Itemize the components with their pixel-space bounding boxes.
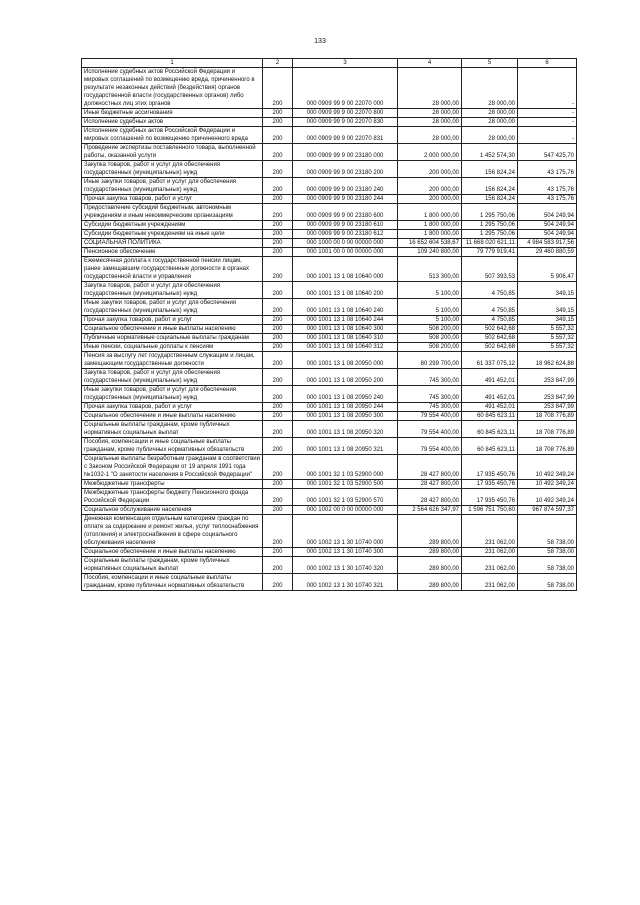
table-row bbox=[82, 506, 577, 515]
row-name: Ежемесячная доплата к государственной пенсии лицам, ранее замещавшим государственные должности в органах государственной власти и управления bbox=[82, 257, 263, 282]
row-line-code: 200 bbox=[263, 161, 293, 178]
row-line-code: 200 bbox=[263, 352, 293, 369]
row-executed-amount: 156 824,24 bbox=[462, 195, 518, 204]
row-name: Социальное обеспечение и иные выплаты населению bbox=[82, 325, 263, 334]
row-line-code: 200 bbox=[263, 386, 293, 403]
column-header: 3 bbox=[293, 59, 398, 68]
row-line-code: 200 bbox=[263, 343, 293, 352]
row-line-code: 200 bbox=[263, 438, 293, 455]
row-line-code: 200 bbox=[263, 412, 293, 421]
row-executed-amount: 4 750,85 bbox=[462, 299, 518, 316]
row-name: Пенсионное обеспечение bbox=[82, 248, 263, 257]
row-name: Иные пенсии, социальные доплаты к пенсиям bbox=[82, 343, 263, 352]
row-line-code: 200 bbox=[263, 421, 293, 438]
row-approved-amount: 28 000,00 bbox=[398, 118, 462, 127]
row-line-code: 200 bbox=[263, 557, 293, 574]
row-unexecuted-amount: 253 847,99 bbox=[518, 386, 577, 403]
row-approved-amount: 79 554 400,00 bbox=[398, 412, 462, 421]
row-unexecuted-amount: 58 738,00 bbox=[518, 574, 577, 591]
table-row bbox=[82, 316, 577, 325]
row-budget-code: 000 1001 13 1 08 10640 000 bbox=[293, 257, 398, 282]
row-executed-amount: 491 452,01 bbox=[462, 386, 518, 403]
row-budget-code: 000 1001 13 1 08 10640 240 bbox=[293, 299, 398, 316]
row-unexecuted-amount: 29 460 880,59 bbox=[518, 248, 577, 257]
row-executed-amount: 491 452,01 bbox=[462, 403, 518, 412]
row-executed-amount: 11 668 020 621,11 bbox=[462, 239, 518, 248]
row-executed-amount: 231 062,00 bbox=[462, 557, 518, 574]
table-row bbox=[82, 369, 577, 386]
row-name: Субсидии бюджетным учреждениям bbox=[82, 221, 263, 230]
row-budget-code: 000 1001 13 1 08 10640 300 bbox=[293, 325, 398, 334]
row-name: Пособия, компенсации и иные социальные выплаты гражданам, кроме публичных нормативных обязательств bbox=[82, 438, 263, 455]
row-executed-amount: 231 062,00 bbox=[462, 574, 518, 591]
row-line-code: 200 bbox=[263, 109, 293, 118]
row-executed-amount: 1 295 750,06 bbox=[462, 204, 518, 221]
row-name: Социальные выплаты гражданам, кроме публичных нормативных социальных выплат bbox=[82, 557, 263, 574]
table-row bbox=[82, 68, 577, 109]
row-approved-amount: 28 427 800,00 bbox=[398, 489, 462, 506]
row-line-code: 200 bbox=[263, 369, 293, 386]
row-budget-code: 000 1001 13 1 08 20950 300 bbox=[293, 412, 398, 421]
row-executed-amount: 28 000,00 bbox=[462, 109, 518, 118]
row-executed-amount: 60 845 623,11 bbox=[462, 421, 518, 438]
row-name: Пособия, компенсации и иные социальные выплаты гражданам, кроме публичных нормативных обязательств bbox=[82, 574, 263, 591]
table-row bbox=[82, 230, 577, 239]
row-unexecuted-amount: 18 708 776,89 bbox=[518, 412, 577, 421]
row-approved-amount: 1 800 000,00 bbox=[398, 230, 462, 239]
table-body bbox=[82, 68, 577, 591]
row-unexecuted-amount: 349,15 bbox=[518, 316, 577, 325]
row-name: Социальное обслуживание населения bbox=[82, 506, 263, 515]
table-row bbox=[82, 299, 577, 316]
row-line-code: 200 bbox=[263, 403, 293, 412]
row-unexecuted-amount: 43 175,76 bbox=[518, 195, 577, 204]
row-approved-amount: 2 564 626 347,97 bbox=[398, 506, 462, 515]
row-name: Закупка товаров, работ и услуг для обеспечения государственных (муниципальных) нужд bbox=[82, 369, 263, 386]
row-line-code: 200 bbox=[263, 574, 293, 591]
row-executed-amount: 1 295 750,06 bbox=[462, 230, 518, 239]
row-approved-amount: 745 300,00 bbox=[398, 369, 462, 386]
row-unexecuted-amount: - bbox=[518, 109, 577, 118]
row-approved-amount: 513 300,00 bbox=[398, 257, 462, 282]
table-row bbox=[82, 282, 577, 299]
row-budget-code: 000 0909 99 9 00 23180 600 bbox=[293, 204, 398, 221]
row-approved-amount: 5 100,00 bbox=[398, 316, 462, 325]
row-unexecuted-amount: 253 847,99 bbox=[518, 369, 577, 386]
row-line-code: 200 bbox=[263, 480, 293, 489]
row-budget-code: 000 0909 99 9 00 23180 000 bbox=[293, 144, 398, 161]
row-budget-code: 000 1001 13 1 08 20950 244 bbox=[293, 403, 398, 412]
row-unexecuted-amount: 504 249,94 bbox=[518, 221, 577, 230]
row-unexecuted-amount: - bbox=[518, 118, 577, 127]
row-executed-amount: 156 824,24 bbox=[462, 178, 518, 195]
row-budget-code: 000 1002 13 1 30 10740 321 bbox=[293, 574, 398, 591]
row-name: Социальное обеспечение и иные выплаты населению bbox=[82, 548, 263, 557]
table-row bbox=[82, 455, 577, 480]
row-unexecuted-amount: 547 425,70 bbox=[518, 144, 577, 161]
row-name: Социальные выплаты безработным гражданам в соответствии с Законом Российской Федерации от 19 апреля 1991 года №1032-1 "О занятости населения в Российской Федерации" bbox=[82, 455, 263, 480]
row-unexecuted-amount: 504 249,94 bbox=[518, 204, 577, 221]
row-approved-amount: 200 000,00 bbox=[398, 178, 462, 195]
row-unexecuted-amount: - bbox=[518, 68, 577, 109]
table-row bbox=[82, 239, 577, 248]
table-row bbox=[82, 118, 577, 127]
row-executed-amount: 502 642,68 bbox=[462, 343, 518, 352]
row-line-code: 200 bbox=[263, 316, 293, 325]
table-row bbox=[82, 334, 577, 343]
row-line-code: 200 bbox=[263, 257, 293, 282]
row-executed-amount: 231 062,00 bbox=[462, 548, 518, 557]
table-row bbox=[82, 248, 577, 257]
row-unexecuted-amount: 5 557,32 bbox=[518, 343, 577, 352]
row-name: Закупка товаров, работ и услуг для обеспечения государственных (муниципальных) нужд bbox=[82, 282, 263, 299]
row-executed-amount: 17 935 450,76 bbox=[462, 480, 518, 489]
row-unexecuted-amount: 4 984 583 917,56 bbox=[518, 239, 577, 248]
row-budget-code: 000 1001 13 1 08 10640 244 bbox=[293, 316, 398, 325]
row-budget-code: 000 0909 99 9 00 23180 612 bbox=[293, 230, 398, 239]
row-budget-code: 000 1002 13 1 30 10740 300 bbox=[293, 548, 398, 557]
row-budget-code: 000 1002 13 1 30 10740 000 bbox=[293, 515, 398, 548]
row-unexecuted-amount: 349,15 bbox=[518, 299, 577, 316]
row-unexecuted-amount: 5 906,47 bbox=[518, 257, 577, 282]
row-name: Пенсия за выслугу лет государственным служащим и лицам, замещающим государственные должности bbox=[82, 352, 263, 369]
row-line-code: 200 bbox=[263, 230, 293, 239]
row-unexecuted-amount: 43 175,76 bbox=[518, 178, 577, 195]
row-name: Предоставление субсидий бюджетным, автономным учреждениям и иным некоммерческим организациям bbox=[82, 204, 263, 221]
row-name: Иные закупки товаров, работ и услуг для обеспечения государственных (муниципальных) нужд bbox=[82, 178, 263, 195]
row-approved-amount: 5 100,00 bbox=[398, 282, 462, 299]
row-line-code: 200 bbox=[263, 68, 293, 109]
row-approved-amount: 289 800,00 bbox=[398, 574, 462, 591]
row-line-code: 200 bbox=[263, 282, 293, 299]
row-budget-code: 000 1002 13 1 30 10740 320 bbox=[293, 557, 398, 574]
table-row bbox=[82, 161, 577, 178]
row-approved-amount: 5 100,00 bbox=[398, 299, 462, 316]
row-unexecuted-amount: 18 708 776,89 bbox=[518, 438, 577, 455]
row-approved-amount: 28 000,00 bbox=[398, 109, 462, 118]
row-line-code: 200 bbox=[263, 299, 293, 316]
row-approved-amount: 1 800 000,00 bbox=[398, 221, 462, 230]
row-name: Межбюджетные трансферты бюджету Пенсионного фонда Российской Федерации bbox=[82, 489, 263, 506]
row-name: Прочая закупка товаров, работ и услуг bbox=[82, 403, 263, 412]
table-row bbox=[82, 489, 577, 506]
row-executed-amount: 502 642,68 bbox=[462, 334, 518, 343]
row-budget-code: 000 1001 00 0 00 00000 000 bbox=[293, 248, 398, 257]
row-name: Прочая закупка товаров, работ и услуг bbox=[82, 316, 263, 325]
row-executed-amount: 28 000,00 bbox=[462, 118, 518, 127]
table-row bbox=[82, 352, 577, 369]
row-executed-amount: 507 393,53 bbox=[462, 257, 518, 282]
row-name: Публичные нормативные социальные выплаты гражданам bbox=[82, 334, 263, 343]
row-budget-code: 000 1001 32 1 03 52900 000 bbox=[293, 455, 398, 480]
row-budget-code: 000 0909 99 9 00 23180 244 bbox=[293, 195, 398, 204]
row-approved-amount: 109 240 800,00 bbox=[398, 248, 462, 257]
column-header: 1 bbox=[82, 59, 263, 68]
row-approved-amount: 16 652 604 538,67 bbox=[398, 239, 462, 248]
row-unexecuted-amount: 18 708 776,89 bbox=[518, 421, 577, 438]
row-executed-amount: 231 062,00 bbox=[462, 515, 518, 548]
page-number: 133 bbox=[314, 38, 326, 45]
row-approved-amount: 508 200,00 bbox=[398, 334, 462, 343]
row-name: Социальное обеспечение и иные выплаты населению bbox=[82, 412, 263, 421]
row-executed-amount: 4 750,85 bbox=[462, 316, 518, 325]
row-approved-amount: 508 200,00 bbox=[398, 325, 462, 334]
row-name: Социальные выплаты гражданам, кроме публичных нормативных социальных выплат bbox=[82, 421, 263, 438]
row-unexecuted-amount: 5 557,32 bbox=[518, 334, 577, 343]
table-row bbox=[82, 325, 577, 334]
row-approved-amount: 289 800,00 bbox=[398, 557, 462, 574]
row-budget-code: 000 0909 99 9 00 23180 610 bbox=[293, 221, 398, 230]
table-row bbox=[82, 386, 577, 403]
row-line-code: 200 bbox=[263, 506, 293, 515]
row-line-code: 200 bbox=[263, 127, 293, 144]
row-executed-amount: 4 750,85 bbox=[462, 282, 518, 299]
column-header: 4 bbox=[398, 59, 462, 68]
row-name: Исполнение судебных актов Российской Федерации и мировых соглашений по возмещению причиненного вреда bbox=[82, 127, 263, 144]
row-budget-code: 000 0909 99 9 00 23180 240 bbox=[293, 178, 398, 195]
row-executed-amount: 60 845 623,11 bbox=[462, 438, 518, 455]
row-name: Иные бюджетные ассигнования bbox=[82, 109, 263, 118]
row-executed-amount: 17 935 450,76 bbox=[462, 455, 518, 480]
row-line-code: 200 bbox=[263, 118, 293, 127]
row-unexecuted-amount: 5 557,32 bbox=[518, 325, 577, 334]
row-name: Закупка товаров, работ и услуг для обеспечения государственных (муниципальных) нужд bbox=[82, 161, 263, 178]
row-budget-code: 000 0909 99 9 00 23180 200 bbox=[293, 161, 398, 178]
table-row bbox=[82, 480, 577, 489]
row-approved-amount: 28 000,00 bbox=[398, 127, 462, 144]
row-executed-amount: 28 000,00 bbox=[462, 127, 518, 144]
table-row bbox=[82, 221, 577, 230]
row-unexecuted-amount: 10 492 349,24 bbox=[518, 455, 577, 480]
row-budget-code: 000 1001 13 1 08 10640 200 bbox=[293, 282, 398, 299]
row-executed-amount: 61 337 075,12 bbox=[462, 352, 518, 369]
row-executed-amount: 491 452,01 bbox=[462, 369, 518, 386]
row-line-code: 200 bbox=[263, 334, 293, 343]
row-unexecuted-amount: 18 962 624,88 bbox=[518, 352, 577, 369]
row-approved-amount: 200 000,00 bbox=[398, 195, 462, 204]
row-line-code: 200 bbox=[263, 144, 293, 161]
row-budget-code: 000 0909 99 9 00 22070 830 bbox=[293, 118, 398, 127]
row-line-code: 200 bbox=[263, 489, 293, 506]
row-executed-amount: 79 779 919,41 bbox=[462, 248, 518, 257]
row-name: Иные закупки товаров, работ и услуг для обеспечения государственных (муниципальных) нужд bbox=[82, 386, 263, 403]
row-budget-code: 000 1001 13 1 08 20950 320 bbox=[293, 421, 398, 438]
row-executed-amount: 156 824,24 bbox=[462, 161, 518, 178]
row-budget-code: 000 1001 13 1 08 20950 240 bbox=[293, 386, 398, 403]
table-row bbox=[82, 144, 577, 161]
row-approved-amount: 28 427 800,00 bbox=[398, 480, 462, 489]
row-line-code: 200 bbox=[263, 248, 293, 257]
row-approved-amount: 28 427 800,00 bbox=[398, 455, 462, 480]
row-name: СОЦИАЛЬНАЯ ПОЛИТИКА bbox=[82, 239, 263, 248]
row-budget-code: 000 1001 13 1 08 10640 312 bbox=[293, 343, 398, 352]
row-budget-code: 000 1001 13 1 08 10640 310 bbox=[293, 334, 398, 343]
row-unexecuted-amount: 43 175,76 bbox=[518, 161, 577, 178]
row-name: Прочая закупка товаров, работ и услуг bbox=[82, 195, 263, 204]
row-approved-amount: 1 800 000,00 bbox=[398, 204, 462, 221]
table-row bbox=[82, 127, 577, 144]
row-unexecuted-amount: 349,15 bbox=[518, 282, 577, 299]
row-budget-code: 000 1000 00 0 00 00000 000 bbox=[293, 239, 398, 248]
row-line-code: 200 bbox=[263, 325, 293, 334]
row-unexecuted-amount: 504 249,94 bbox=[518, 230, 577, 239]
row-approved-amount: 508 200,00 bbox=[398, 343, 462, 352]
table-row bbox=[82, 557, 577, 574]
row-approved-amount: 80 299 700,00 bbox=[398, 352, 462, 369]
row-approved-amount: 745 300,00 bbox=[398, 403, 462, 412]
table-row bbox=[82, 548, 577, 557]
row-approved-amount: 745 300,00 bbox=[398, 386, 462, 403]
budget-execution-table bbox=[81, 58, 577, 591]
row-unexecuted-amount: 253 847,99 bbox=[518, 403, 577, 412]
table-row bbox=[82, 178, 577, 195]
row-line-code: 200 bbox=[263, 204, 293, 221]
row-approved-amount: 289 800,00 bbox=[398, 548, 462, 557]
row-unexecuted-amount: 58 738,00 bbox=[518, 557, 577, 574]
table-row bbox=[82, 195, 577, 204]
row-approved-amount: 200 000,00 bbox=[398, 161, 462, 178]
row-line-code: 200 bbox=[263, 178, 293, 195]
row-budget-code: 000 1001 13 1 08 20950 321 bbox=[293, 438, 398, 455]
table-row bbox=[82, 343, 577, 352]
table-row bbox=[82, 421, 577, 438]
row-name: Исполнение судебных актов bbox=[82, 118, 263, 127]
row-name: Межбюджетные трансферты bbox=[82, 480, 263, 489]
row-executed-amount: 28 000,00 bbox=[462, 68, 518, 109]
row-executed-amount: 60 845 623,11 bbox=[462, 412, 518, 421]
row-budget-code: 000 0909 99 9 00 22070 831 bbox=[293, 127, 398, 144]
row-line-code: 200 bbox=[263, 515, 293, 548]
row-approved-amount: 28 000,00 bbox=[398, 68, 462, 109]
row-name: Субсидии бюджетным учреждениям на иные цели bbox=[82, 230, 263, 239]
row-budget-code: 000 1001 32 1 03 52900 570 bbox=[293, 489, 398, 506]
row-approved-amount: 289 800,00 bbox=[398, 515, 462, 548]
row-approved-amount: 79 554 400,00 bbox=[398, 421, 462, 438]
table-row bbox=[82, 109, 577, 118]
row-unexecuted-amount: 58 738,00 bbox=[518, 515, 577, 548]
table-row bbox=[82, 438, 577, 455]
row-budget-code: 000 1001 13 1 08 20950 200 bbox=[293, 369, 398, 386]
table-row bbox=[82, 515, 577, 548]
table-row bbox=[82, 412, 577, 421]
row-unexecuted-amount: 967 874 597,37 bbox=[518, 506, 577, 515]
row-line-code: 200 bbox=[263, 548, 293, 557]
row-unexecuted-amount: 10 492 349,24 bbox=[518, 480, 577, 489]
row-line-code: 200 bbox=[263, 455, 293, 480]
table-row bbox=[82, 204, 577, 221]
row-line-code: 200 bbox=[263, 221, 293, 230]
row-budget-code: 000 1001 32 1 03 52900 500 bbox=[293, 480, 398, 489]
column-header: 6 bbox=[518, 59, 577, 68]
row-line-code: 200 bbox=[263, 195, 293, 204]
row-line-code: 200 bbox=[263, 239, 293, 248]
row-budget-code: 000 1002 00 0 00 00000 000 bbox=[293, 506, 398, 515]
column-number-row bbox=[82, 59, 577, 68]
row-approved-amount: 79 554 400,00 bbox=[398, 438, 462, 455]
column-header: 5 bbox=[462, 59, 518, 68]
row-executed-amount: 1 596 751 750,60 bbox=[462, 506, 518, 515]
table-row bbox=[82, 257, 577, 282]
row-executed-amount: 502 642,68 bbox=[462, 325, 518, 334]
row-name: Иные закупки товаров, работ и услуг для обеспечения государственных (муниципальных) нужд bbox=[82, 299, 263, 316]
row-name: Исполнение судебных актов Российской Федерации и мировых соглашений по возмещению вреда, причиненного в результате незаконных действий (бездействия) органов государственной власти (государственных органов) либо должностных лиц этих органов bbox=[82, 68, 263, 109]
row-executed-amount: 17 935 450,76 bbox=[462, 489, 518, 506]
row-executed-amount: 1 295 750,06 bbox=[462, 221, 518, 230]
row-executed-amount: 1 452 574,30 bbox=[462, 144, 518, 161]
row-name: Денежная компенсация отдельным категориям граждан по оплате за содержание и ремонт жилья, услуг теплоснабжения (отопления) и электроснабжения в сфере социального обслуживания населения bbox=[82, 515, 263, 548]
row-budget-code: 000 0909 99 9 00 22070 000 bbox=[293, 68, 398, 109]
column-header: 2 bbox=[263, 59, 293, 68]
row-budget-code: 000 1001 13 1 08 20950 000 bbox=[293, 352, 398, 369]
row-name: Проведение экспертизы поставленного товара, выполненной работы, оказанной услуги bbox=[82, 144, 263, 161]
row-unexecuted-amount: 10 492 349,24 bbox=[518, 489, 577, 506]
row-approved-amount: 2 000 000,00 bbox=[398, 144, 462, 161]
table-row bbox=[82, 403, 577, 412]
row-budget-code: 000 0909 99 9 00 22070 800 bbox=[293, 109, 398, 118]
row-unexecuted-amount: - bbox=[518, 127, 577, 144]
table-row bbox=[82, 574, 577, 591]
row-unexecuted-amount: 58 738,00 bbox=[518, 548, 577, 557]
